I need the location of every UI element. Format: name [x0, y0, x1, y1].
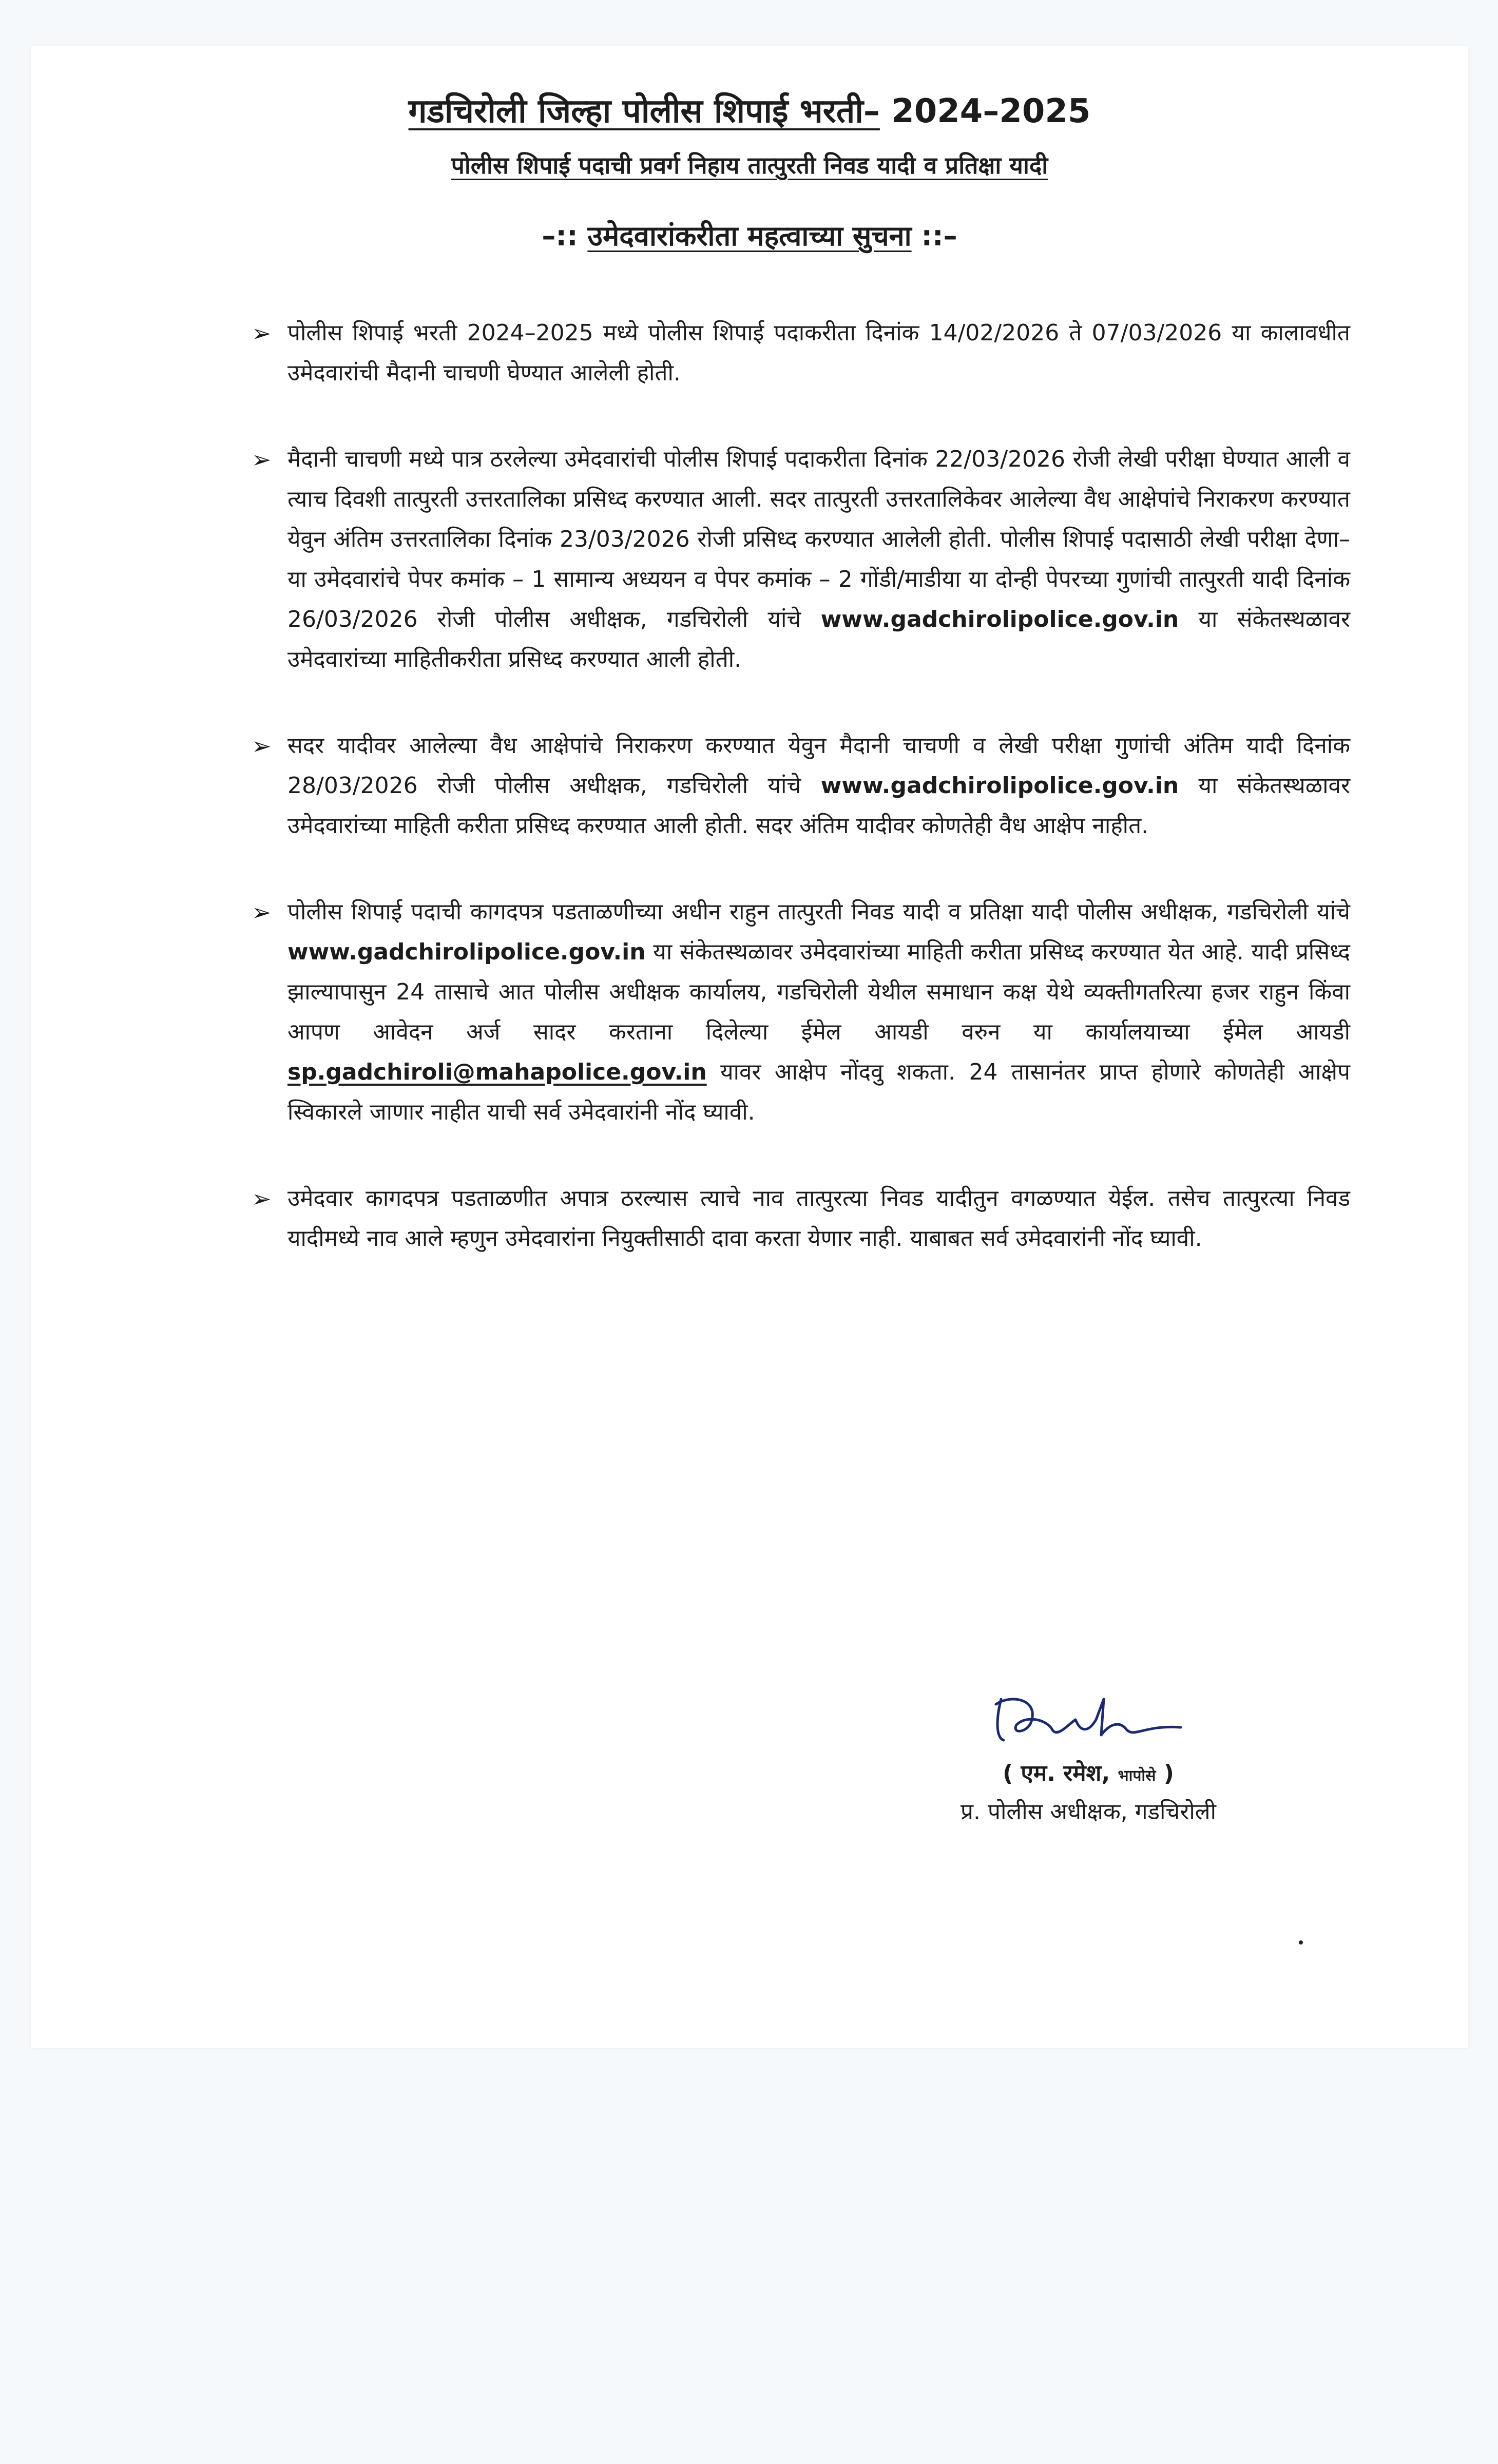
document-subtitle: पोलीस शिपाई पदाची प्रवर्ग निहाय तात्पुरती निवड यादी व प्रतिक्षा यादी: [451, 151, 1048, 179]
arrow-bullet-icon: ➢: [252, 732, 272, 760]
point-text: पोलीस शिपाई भरती 2024–2025 मध्ये पोलीस शिपाई पदाकरीता दिनांक 14/02/2026 ते 07/03/2026 या कालावधीत उमेदवारांची मैदानी चाचणी घेण्यात आलेली होती.: [287, 320, 1350, 386]
arrow-bullet-icon: ➢: [252, 1185, 272, 1212]
notice-text: उमेदवारांकरीता महत्वाच्या सुचना: [587, 220, 912, 252]
point-text: पोलीस शिपाई पदाची कागदपत्र पडताळणीच्या अधीन राहुन तात्पुरती निवड यादी व प्रतिक्षा यादी पोलीस अधीक्षक, गडचिरोली यांचे: [287, 899, 1350, 925]
point-text: मैदानी चाचणी मध्ये पात्र ठरलेल्या उमेदवारांची पोलीस शिपाई पदाकरीता दिनांक 22/03/2026 रोजी लेखी परीक्षा घेण्यात आली व त्याच दिवशी तात्पुरती उत्तरतालिका प्रसिध्द करण्यात आली. सदर तात्पुरती उत्तरतालिकेवर आलेल्या वैध आक्षेपांचे निराकरण करण्यात येवुन अंतिम उत्तरतालिका दिनांक 23/03/2026 रोजी प्रसिध्द करण्यात आलेली होती. पोलीस शिपाई पदासाठी लेखी परीक्षा देणा–या उमेदवारांचे पेपर कमांक – 1 सामान्य अध्ययन व पेपर कमांक – 2 गोंडी/माडीया या दोन्ही पेपरच्या गुणांची तात्पुरती यादी दिनांक 26/03/2026 रोजी पोलीस अधीक्षक, गडचिरोली यांचे: [287, 446, 1350, 632]
point-text: सदर यादीवर आलेल्या वैध आक्षेपांचे निराकरण करण्यात येवुन मैदानी चाचणी व लेखी परीक्षा गुणांची अंतिम यादी दिनांक 28/03/2026 रोजी पोलीस अधीक्षक, गडचिरोली यांचे: [287, 733, 1350, 799]
point-text: या संकेतस्थळावर उमेदवारांच्या माहितीकरीता प्रसिध्द करण्यात आली होती.: [287, 606, 1350, 672]
point-text: या संकेतस्थळावर उमेदवारांच्या माहिती करीता प्रसिध्द करण्यात येत आहे. यादी प्रसिध्द झाल्यापासुन 24 तासाचे आत पोलीस अधीक्षक कार्यालय, गडचिरोली येथील समाधान कक्ष येथे व्यक्तीगतरित्या हजर राहुन किंवा आपण आवेदन अर्ज सादर करताना दिलेल्या ईमेल आयडी वरुन या कार्यालयाच्या ईमेल आयडी: [287, 939, 1350, 1045]
signature-block: [883, 1689, 1294, 1830]
point-text: यावर आक्षेप नोंदवु शकता. 24 तासानंतर प्राप्त होणारे कोणतेही आक्षेप स्विकारले जाणार नाहीत याची सर्व उमेदवारांनी नोंद घ्यावी.: [287, 1059, 1350, 1125]
website-link[interactable]: www.gadchirolipolice.gov.in: [820, 773, 1179, 799]
handwritten-signature: [981, 1689, 1196, 1750]
point-text: उमेदवार कागदपत्र पडताळणीत अपात्र ठरल्यास त्याचे नाव तात्पुरत्या निवड यादीतुन वगळण्यात येईल. तसेच तात्पुरत्या निवड यादीमध्ये नाव आले म्हणुन उमेदवारांना नियुक्तीसाठी दावा करता येणार नाही. याबाबत सर्व उमेदवारांनी नोंद घ्यावी.: [287, 1185, 1350, 1252]
notice-suffix: ::–: [921, 220, 957, 252]
signatory-service: भापोसे: [1118, 1767, 1156, 1785]
close-paren: ): [1163, 1760, 1174, 1786]
signatory-name: एम. रमेश,: [1021, 1760, 1110, 1786]
instruction-point-2: [252, 439, 1350, 680]
arrow-bullet-icon: ➢: [252, 446, 272, 473]
notice-prefix: –::: [542, 220, 578, 252]
website-link[interactable]: www.gadchirolipolice.gov.in: [287, 939, 646, 965]
point-text: या संकेतस्थळावर उमेदवारांच्या माहिती करीता प्रसिध्द करण्यात आली होती. सदर अंतिम यादीवर कोणतेही वैध आक्षेप नाहीत.: [287, 773, 1350, 839]
signatory-name-line: [883, 1756, 1294, 1794]
signatory-designation: प्र. पोलीस अधीक्षक, गडचिरोली: [960, 1799, 1216, 1825]
document-sheet: [31, 46, 1468, 2048]
arrow-bullet-icon: ➢: [252, 898, 272, 926]
email-link[interactable]: sp.gadchiroli@mahapolice.gov.in: [287, 1059, 707, 1085]
title-text: गडचिरोली जिल्हा पोलीस शिपाई भरती–: [408, 92, 880, 130]
open-paren: (: [1003, 1760, 1013, 1786]
instruction-point-1: [252, 313, 1350, 393]
instruction-point-5: [252, 1179, 1350, 1259]
notice-heading: [31, 216, 1468, 254]
website-link[interactable]: www.gadchirolipolice.gov.in: [820, 606, 1179, 632]
instruction-point-4: [252, 892, 1350, 1132]
stray-mark: [1299, 1940, 1303, 1945]
title-year: 2024–2025: [891, 92, 1091, 130]
instruction-point-3: [252, 726, 1350, 846]
arrow-bullet-icon: ➢: [252, 319, 272, 347]
document-title: [31, 87, 1468, 132]
instruction-list: [252, 313, 1350, 1305]
